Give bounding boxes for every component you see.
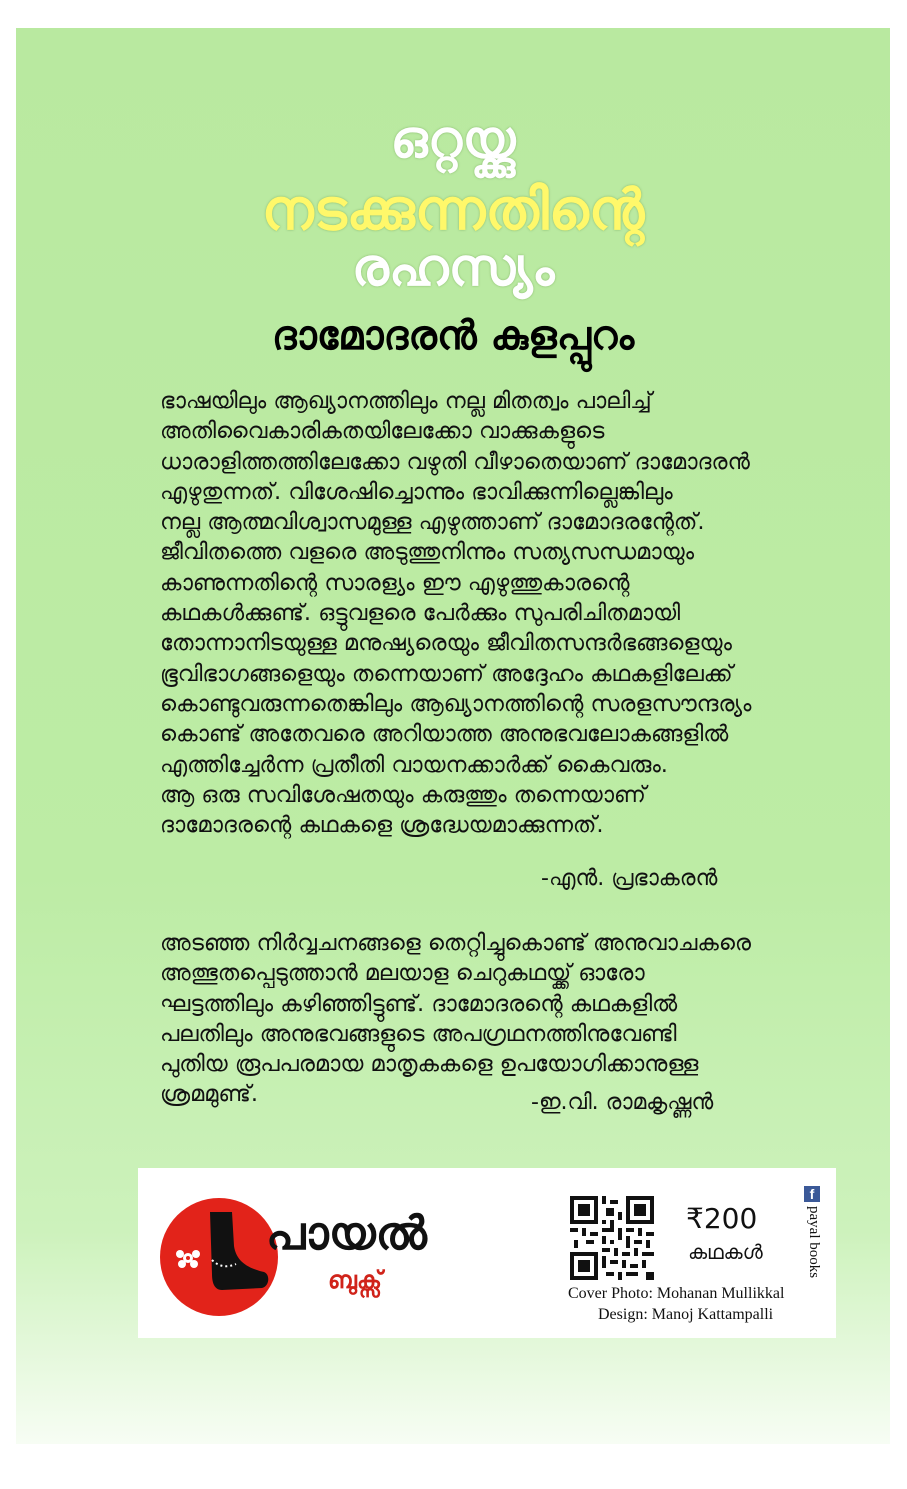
blurb-line: ഘട്ടത്തിലും കഴിഞ്ഞിട്ടുണ്ട്. ദാമോദരന്റെ കഥകളിൽ (160, 990, 678, 1017)
blurb-line: കഥകൾക്കുണ്ട്. ഒട്ടുവളരെ പേർക്കും സുപരിചിതമായി (160, 600, 681, 627)
blurb-line: പലതിലും അനുഭവങ്ങളുടെ അപഗ്രഥനത്തിനുവേണ്ടി (160, 1020, 677, 1047)
blurb-line: കാണുന്നതിന്റെ സാരള്യം ഈ എഴുത്തുകാരന്റെ (160, 569, 630, 596)
blurb-line: ആ ഒരു സവിശേഷതയും കരുത്തും തന്നെയാണ് (160, 781, 646, 808)
qr-code-icon (570, 1196, 654, 1280)
blurb-line: എത്തിച്ചേർന്ന പ്രതീതി വായനക്കാർക്ക് കൈവരും. (160, 751, 668, 778)
publisher-subtitle: ബുക്സ് (328, 1266, 382, 1294)
cover-photo-credit: Cover Photo: Mohanan Mullikkal (568, 1285, 785, 1302)
publisher-panel (138, 1168, 836, 1338)
publisher-logo-icon (160, 1198, 278, 1316)
blurb-line: ദാമോദരന്റെ കഥകളെ ശ്രദ്ധേയമാക്കുന്നത്. (160, 812, 604, 839)
blurb-line: അതിവൈകാരികതയിലേക്കോ വാക്കുകളുടെ (160, 418, 605, 445)
blurb-line: തോന്നാനിടയുള്ള മനുഷ്യരെയും ജീവിതസന്ദർഭങ്ങളെയും (160, 630, 732, 657)
anklet-foot-icon (160, 1198, 278, 1316)
blurb-line: കൊണ്ട് അതേവരെ അറിയാത്ത അനുഭവലോകങ്ങളിൽ (160, 721, 729, 748)
facebook-icon: f (804, 1186, 820, 1202)
blurb-line: പുതിയ രൂപപരമായ മാതൃകകളെ ഉപയോഗിക്കാനുള്ള (160, 1051, 699, 1078)
blurb-line: ജീവിതത്തെ വളരെ അടുത്തുനിന്നും സത്യസന്ധമായും (160, 539, 695, 566)
blurb-line: ഭാഷയിലും ആഖ്യാനത്തിലും നല്ല മിതത്വം പാലിച്ച് (160, 388, 652, 414)
blurb-line: എഴുതുന്നത്. വിശേഷിച്ചൊന്നും ഭാവിക്കുന്നില്ലെങ്കിലും (160, 478, 673, 505)
blurb-line: ശ്രമമുണ്ട്. (160, 1081, 258, 1108)
blurb-2-signature: -ഇ.വി. രാമകൃഷ്ണൻ (531, 1090, 714, 1115)
blurb-line: ഭൂവിഭാഗങ്ങളെയും തന്നെയാണ് അദ്ദേഹം കഥകളിലേക്ക് (160, 660, 733, 687)
publisher-name: പായൽ (266, 1206, 427, 1260)
price-label: ₹200 (686, 1202, 758, 1235)
genre-label: കഥകൾ (688, 1240, 763, 1264)
blurb-1-signature: -എൻ. പ്രഭാകരൻ (541, 866, 718, 891)
facebook-handle-text: payal books (806, 1206, 822, 1279)
title-line-2: നടക്കുന്നതിന്റെ (261, 178, 645, 243)
blurb-line: അടഞ്ഞ നിർവ്വചനങ്ങളെ തെറ്റിച്ചുകൊണ്ട് അനുവാചകരെ (160, 930, 751, 956)
blurb-line: കൊണ്ടുവരുന്നതെങ്കിലും ആഖ്യാനത്തിന്റെ സരളസൗന്ദര്യം (160, 690, 752, 717)
design-credit: Design: Manoj Kattampalli (598, 1306, 774, 1323)
back-cover (16, 28, 890, 1444)
title-line-3: രഹസ്യം (351, 238, 555, 298)
author-name: ദാമോദരൻ കുളപ്പുറം (271, 313, 635, 359)
blurb-line: അത്ഭുതപ്പെടുത്താൻ മലയാള ചെറുകഥയ്ക്ക് ഓരോ (160, 960, 645, 987)
title-line-1: ഒറ്റയ്ക്കു (390, 110, 516, 170)
blurb-line: നല്ല ആത്മവിശ്വാസമുള്ള എഴുത്താണ് ദാമോദരന്റേത്. (160, 509, 705, 536)
blurb-1 (160, 386, 820, 840)
facebook-handle (802, 1186, 822, 1326)
blurb-2 (160, 928, 820, 1110)
blurb-line: ധാരാളിത്തത്തിലേക്കോ വഴുതി വീഴാതെയാണ് ദാമോദരൻ (160, 448, 750, 475)
